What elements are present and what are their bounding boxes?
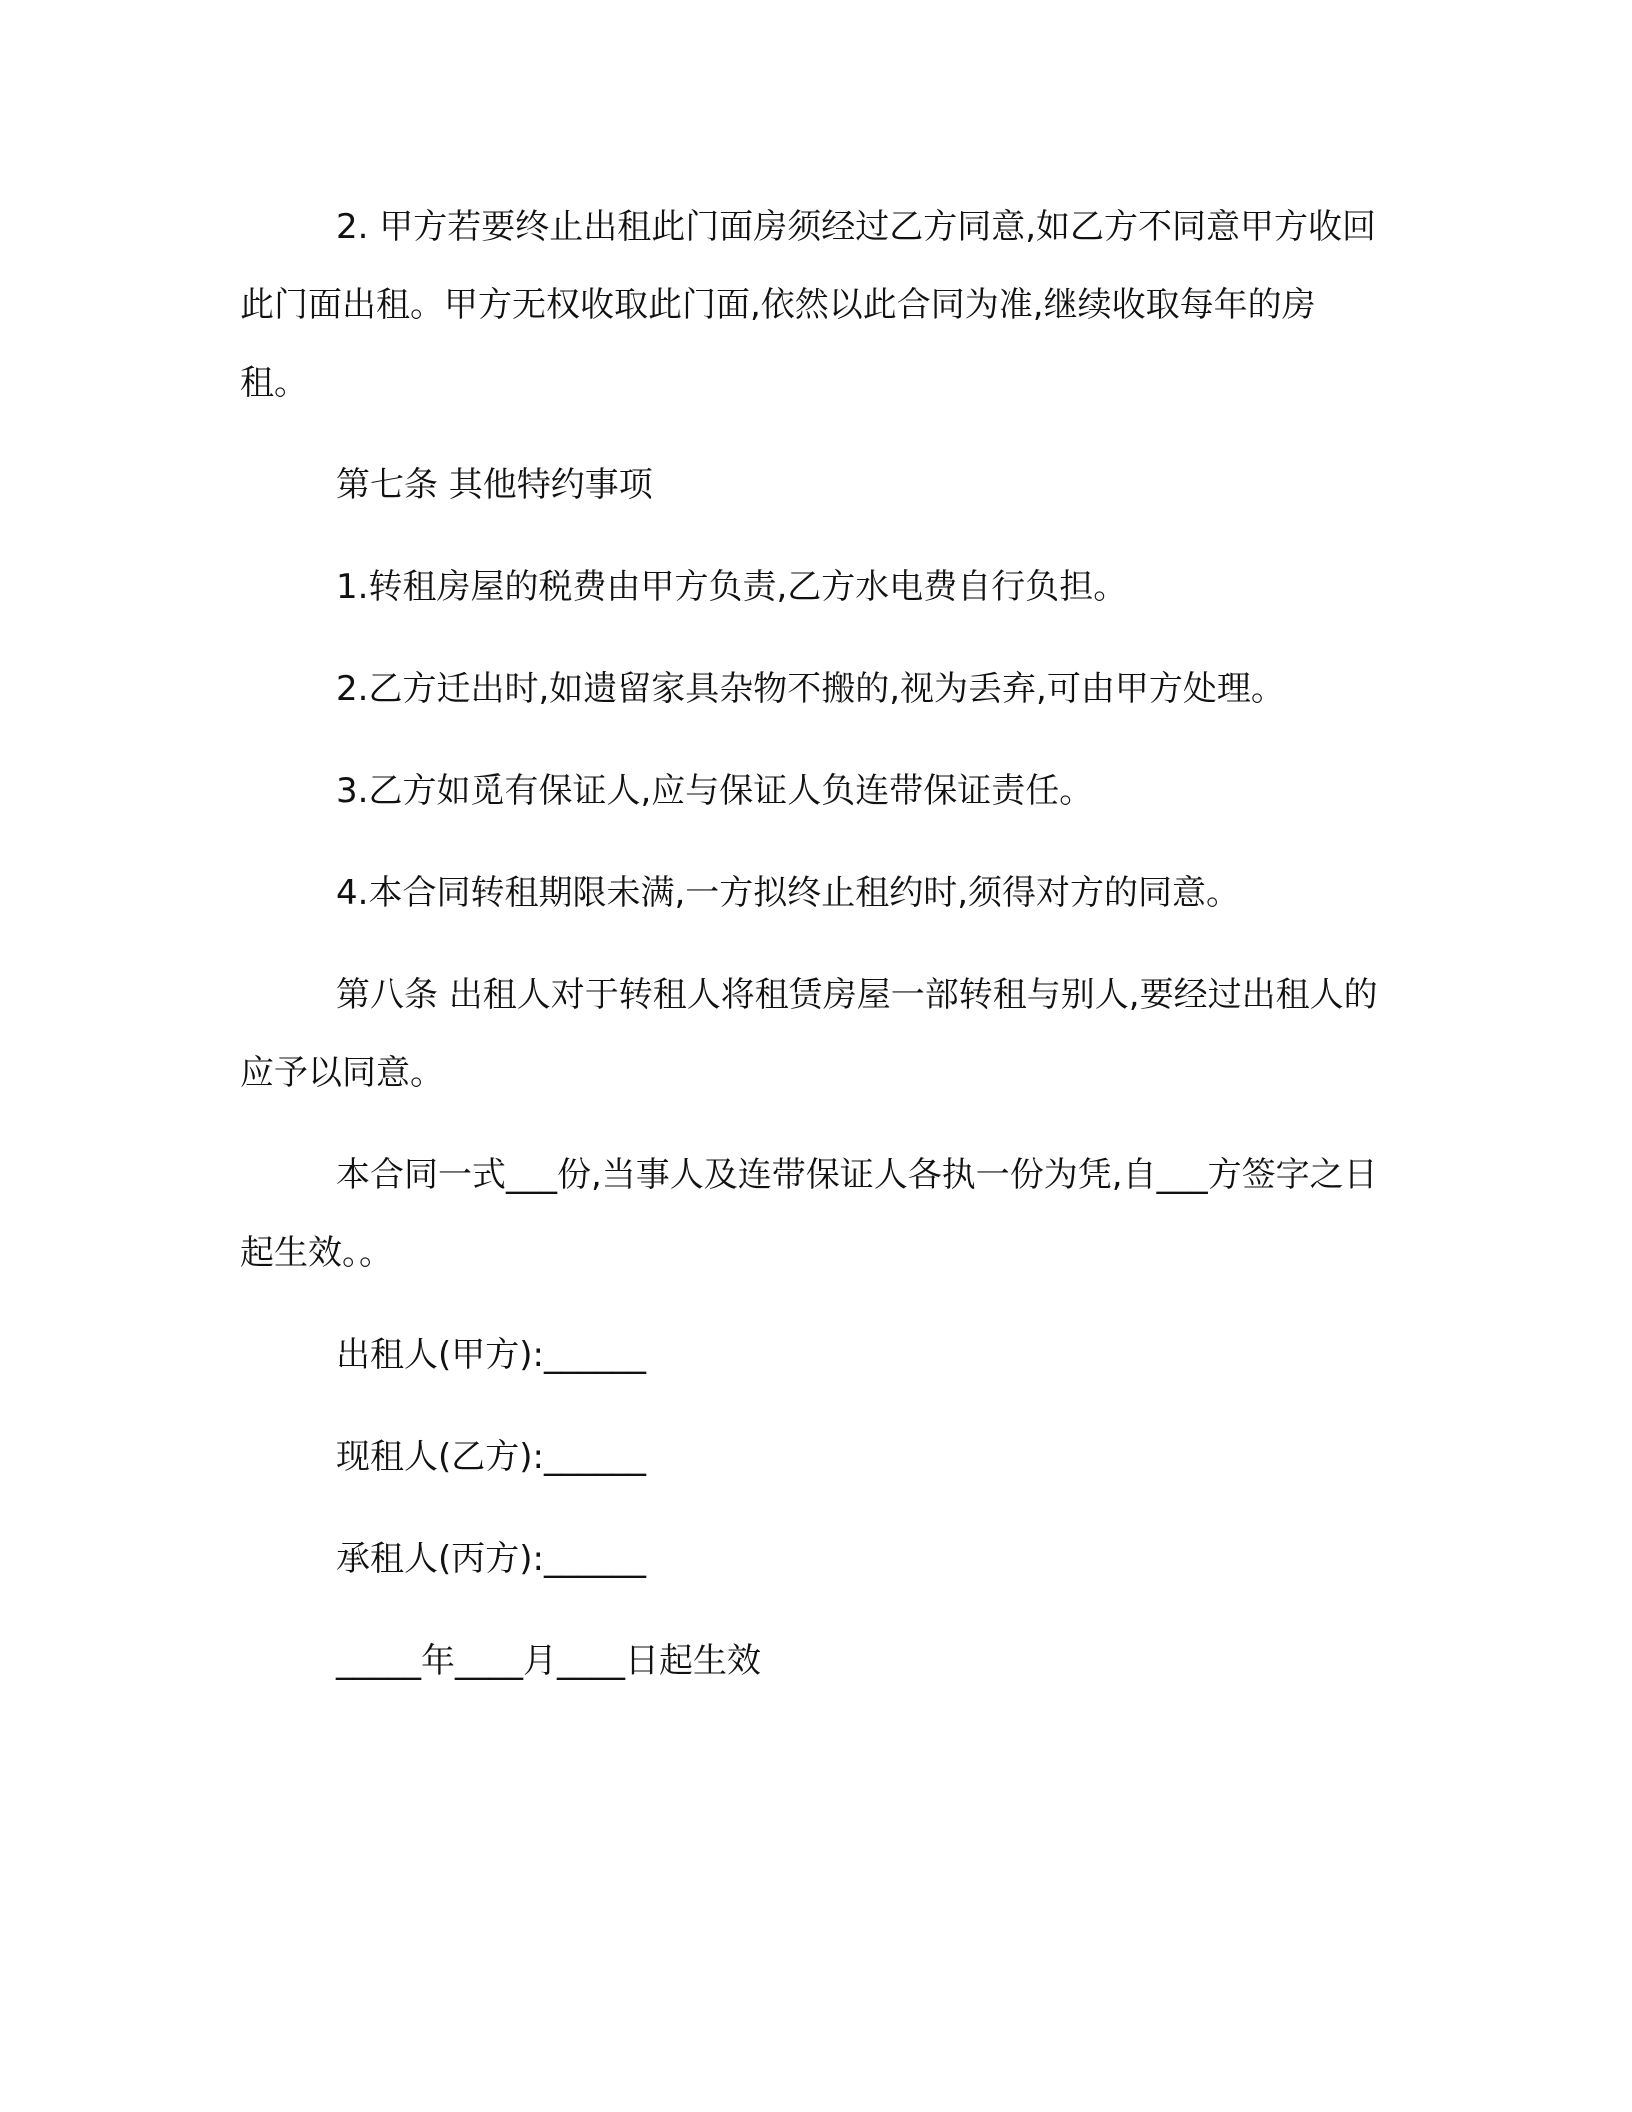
document-body bbox=[240, 188, 1380, 1724]
sublessee-signature-line: 承租人(丙方):______ bbox=[336, 1539, 646, 1579]
article-7-heading: 第七条 其他特约事项 bbox=[336, 465, 653, 505]
special-term-3: 3.乙方如觅有保证人,应与保证人负连带保证责任。 bbox=[336, 771, 1094, 811]
special-term-2: 2.乙方迁出时,如遗留家具杂物不搬的,视为丢弃,可由甲方处理。 bbox=[336, 669, 1285, 709]
special-term-1: 1.转租房屋的税费由甲方负责,乙方水电费自行负担。 bbox=[336, 567, 1128, 607]
special-term-4: 4.本合同转租期限未满,一方拟终止租约时,须得对方的同意。 bbox=[336, 873, 1241, 913]
clause-termination-paragraph: 2. 甲方若要终止出租此门面房须经过乙方同意,如乙方不同意甲方收回此门面出租。甲方无权收取此门面,依然以此合同为准,继续收取每年的房租。 bbox=[240, 207, 1377, 403]
current-tenant-signature-line: 现租人(乙方):______ bbox=[336, 1437, 646, 1477]
contract-copies-paragraph: 本合同一式___份,当事人及连带保证人各执一份为凭,自___方签字之日起生效。。 bbox=[240, 1155, 1378, 1273]
article-8-paragraph: 第八条 出租人对于转租人将租赁房屋一部转租与别人,要经过出租人的应予以同意。 bbox=[240, 975, 1378, 1093]
lessor-signature-line: 出租人(甲方):______ bbox=[336, 1335, 646, 1375]
effective-date-line: _____年____月____日起生效 bbox=[336, 1641, 761, 1681]
